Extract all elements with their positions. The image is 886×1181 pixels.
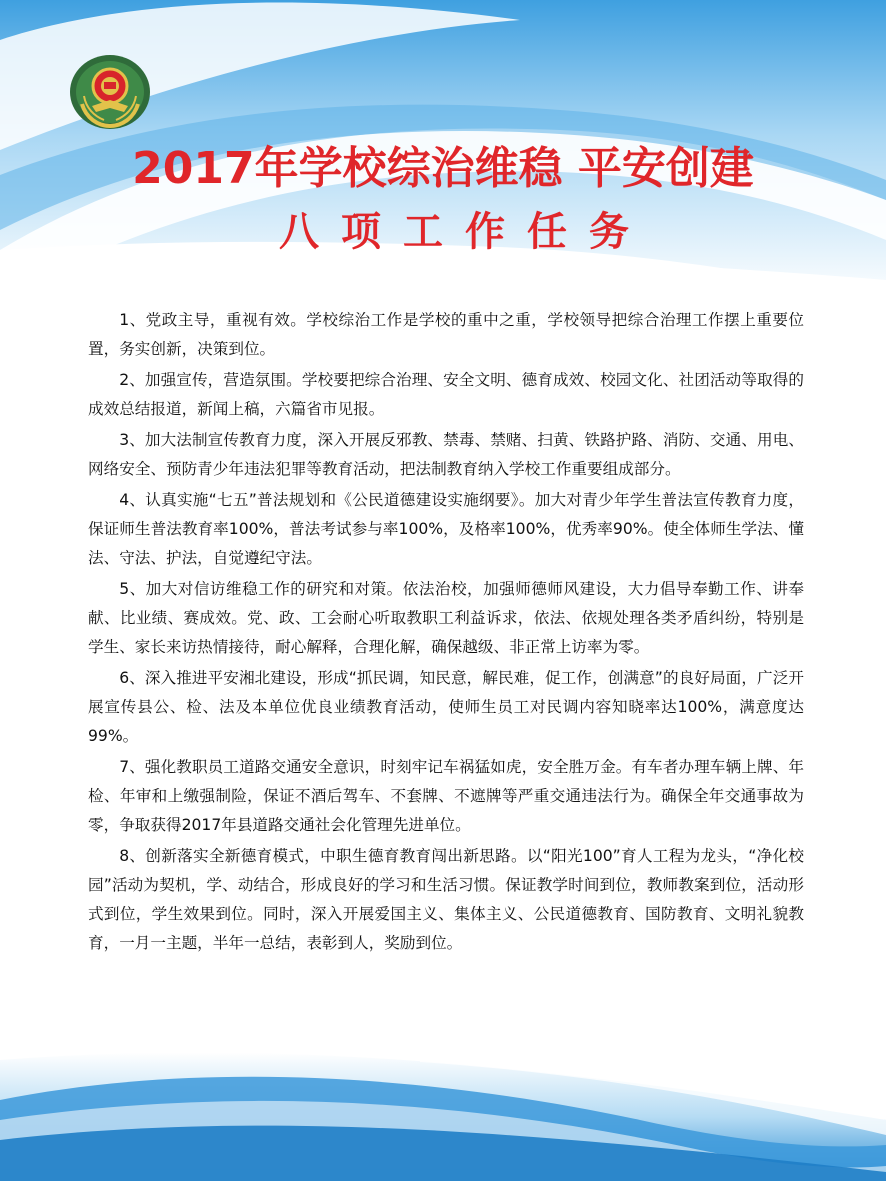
task-paragraph-5: 5、加大对信访维稳工作的研究和对策。依法治校，加强师德师风建设，大力倡导奉勤工作、讲奉献、比业绩、赛成效。党、政、工会耐心听取教职工利益诉求，依法、依规处理各类矛盾纠纷，特别是学生、家长来访热情接待，耐心解释，合理化解，确保越级、非正常上访率为零。 [88,580,804,656]
task-paragraph-3: 3、加大法制宣传教育力度，深入开展反邪教、禁毒、禁赌、扫黄、铁路护路、消防、交通、用电、网络安全、预防青少年违法犯罪等教育活动，把法制教育纳入学校工作重要组成部分。 [88,431,804,478]
police-emblem-icon [68,52,152,130]
task-paragraph-6: 6、深入推进平安湘北建设，形成“抓民调，知民意，解民难，促工作，创满意”的良好局面，广泛开展宣传县公、检、法及本单位优良业绩教育活动，使师生员工对民调内容知晓率达100%，满意度达99%。 [88,669,804,745]
task-paragraph-8: 8、创新落实全新德育模式，中职生德育教育闯出新思路。以“阳光100”育人工程为龙头，“净化校园”活动为契机，学、动结合，形成良好的学习和生活习惯。保证教学时间到位，教师教案到位，活动形式到位，学生效果到位。同时，深入开展爱国主义、集体主义、公民道德教育、国防教育、文明礼貌教育，一月一主题，半年一总结，表彰到人，奖励到位。 [88,847,804,952]
poster-title-line2: 八项工作任务 [279,209,651,255]
poster-title-line1: 2017年学校综治维稳 平安创建 [132,143,754,194]
task-list [88,306,804,960]
task-paragraph-7: 7、强化教职员工道路交通安全意识，时刻牢记车祸猛如虎，安全胜万金。有车者办理车辆上牌、年检、年审和上缴强制险，保证不酒后驾车、不套牌、不遮牌等严重交通违法行为。确保全年交通事故为零，争取获得2017年县道路交通社会化管理先进单位。 [88,758,804,834]
task-paragraph-4: 4、认真实施“七五”普法规划和《公民道德建设实施纲要》。加大对青少年学生普法宣传教育力度，保证师生普法教育率100%，普法考试参与率100%，及格率100%，优秀率90%。使全体师生学法、懂法、守法、护法，自觉遵纪守法。 [88,491,804,567]
task-paragraph-2: 2、加强宣传，营造氛围。学校要把综合治理、安全文明、德育成效、校园文化、社团活动等取得的成效总结报道，新闻上稿，六篇省市见报。 [88,371,804,418]
task-paragraph-1: 1、党政主导，重视有效。学校综治工作是学校的重中之重，学校领导把综合治理工作摆上重要位置，务实创新，决策到位。 [88,311,804,358]
